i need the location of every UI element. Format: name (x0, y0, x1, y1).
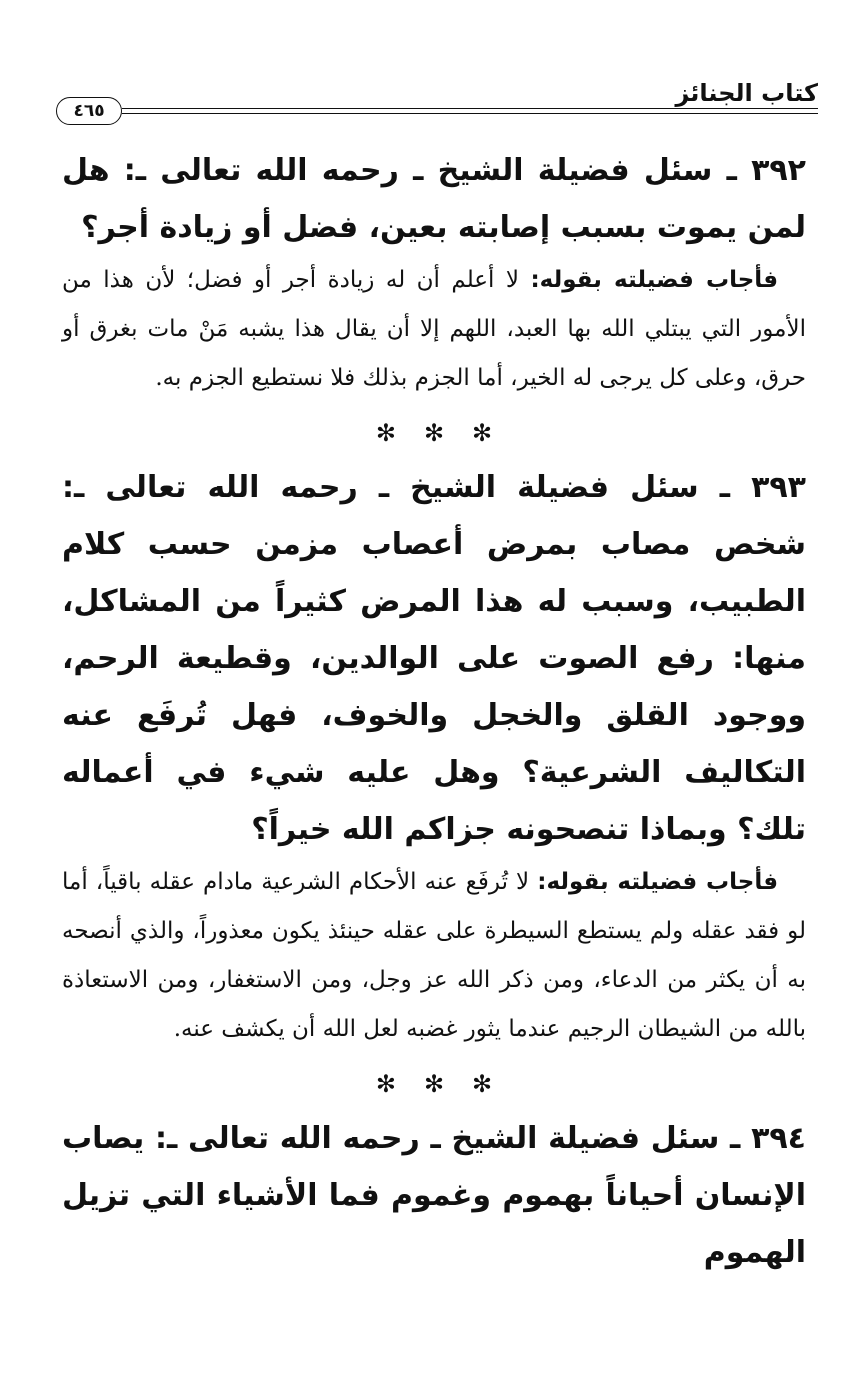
answer-text: لا تُرفَع عنه الأحكام الشرعية مادام عقله باقياً، أما لو فقد عقله ولم يستطع السيطرة على عقله حينئذ يكون معذوراً، والذي أنصحه به أن يكثر من الدعاء، ومن ذكر الله عز وجل، ومن الاستغفار، ومن الاستعاذة بالله من الشيطان الرجيم عندما يثور غضبه لعل الله أن يكشف عنه. (62, 869, 806, 1042)
answer-lead: فأجاب فضيلته بقوله: (530, 267, 778, 293)
star-icon: ✻ (423, 419, 445, 447)
question-392: ٣٩٢ ـ سئل فضيلة الشيخ ـ رحمه الله تعالى ـ: هل لمن يموت بسبب إصابته بعين، فضل أو زيادة أجر؟ (62, 153, 806, 245)
answer-392 (62, 256, 806, 403)
answer-lead: فأجاب فضيلته بقوله: (537, 869, 779, 895)
answer-text: لا أعلم أن له زيادة أجر أو فضل؛ لأن هذا من الأمور التي يبتلي الله بها العبد، اللهم إلا أن يقال هذا يشبه مَنْ مات بغرق أو حرق، وعلى كل يرجى له الخير، أما الجزم بذلك فلا نستطيع الجزم به. (62, 267, 806, 391)
header-rule-top (122, 108, 818, 109)
answer-393 (62, 858, 806, 1054)
page-content (62, 142, 806, 1281)
section-separator (62, 417, 806, 449)
question-394: ٣٩٤ ـ سئل فضيلة الشيخ ـ رحمه الله تعالى ـ: يصاب الإنسان أحياناً بهموم وغموم فما الأشياء التي تزيل الهموم (62, 1121, 806, 1270)
header-rule-bottom (122, 113, 818, 114)
running-title: كتاب الجنائز (675, 79, 818, 107)
question-393: ٣٩٣ ـ سئل فضيلة الشيخ ـ رحمه الله تعالى ـ: شخص مصاب بمرض أعصاب مزمن حسب كلام الطبيب، وسبب له هذا المرض كثيراً من المشاكل، منها: رفع الصوت على الوالدين، وقطيعة الرحم، ووجود القلق والخجل والخوف، فهل تُرفَع عنه التكاليف الشرعية؟ وهل عليه شيء في أعماله تلك؟ وبماذا تنصحونه جزاكم الله خيراً؟ (62, 470, 806, 847)
page-number: ٤٦٥ (56, 97, 122, 125)
section-separator (62, 1068, 806, 1100)
star-icon: ✻ (472, 419, 493, 447)
page-header (56, 78, 818, 124)
star-icon: ✻ (375, 1070, 396, 1098)
star-icon: ✻ (375, 419, 396, 447)
star-icon: ✻ (423, 1070, 445, 1098)
star-icon: ✻ (472, 1070, 493, 1098)
